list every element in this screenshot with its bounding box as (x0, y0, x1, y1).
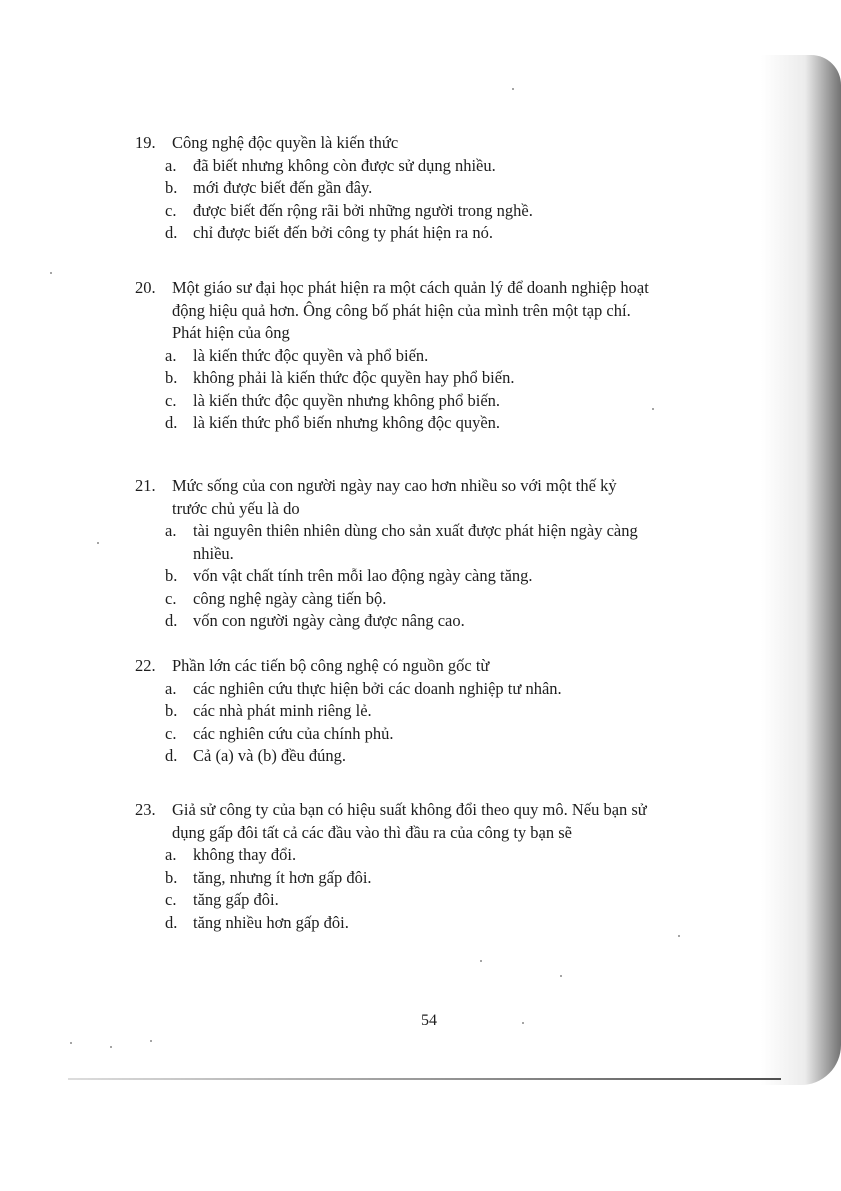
page-bottom-edge (68, 1078, 781, 1080)
question-stem-line: Giả sử công ty của bạn có hiệu suất không đổi theo quy mô. Nếu bạn sử (172, 800, 647, 819)
question-stem (172, 277, 775, 345)
answer-option (165, 610, 775, 633)
option-letter: c. (165, 723, 177, 743)
question-22 (135, 655, 775, 768)
question-stem-line: Phần lớn các tiến bộ công nghệ có nguồn gốc từ (172, 656, 490, 675)
answer-option (165, 412, 775, 435)
question-number: 20. (135, 278, 156, 297)
option-text: tăng, nhưng ít hơn gấp đôi. (193, 867, 372, 887)
scan-speck (678, 935, 680, 937)
answer-option (165, 200, 775, 223)
question-stem-line: Mức sống của con người ngày nay cao hơn nhiều so với một thế kỷ (172, 476, 617, 495)
answer-option (165, 889, 775, 912)
option-letter: b. (165, 867, 178, 887)
question-stem (172, 655, 775, 678)
option-letter: c. (165, 588, 177, 608)
answer-option (165, 588, 775, 611)
option-text: nhiều. (193, 543, 234, 563)
question-20 (135, 277, 775, 435)
scan-speck (480, 960, 482, 962)
answer-option (165, 177, 775, 200)
question-number: 22. (135, 656, 156, 675)
option-letter: d. (165, 413, 178, 432)
answer-option (165, 723, 775, 746)
option-text: Cả (a) và (b) đều đúng. (193, 746, 347, 765)
answer-options (165, 345, 775, 435)
option-text: chỉ được biết đến bởi công ty phát hiện ra nó. (193, 223, 493, 242)
option-text: là kiến thức độc quyền và phổ biến. (193, 345, 429, 365)
option-letter: c. (165, 390, 177, 410)
question-stem (172, 132, 775, 155)
page-number: 54 (421, 1012, 437, 1029)
option-text: tài nguyên thiên nhiên dùng cho sản xuất được phát hiện ngày càng (193, 521, 638, 540)
option-text: đã biết nhưng không còn được sử dụng nhiều. (193, 155, 496, 175)
option-text: không phải là kiến thức độc quyền hay phổ biến. (193, 368, 515, 387)
scan-speck (97, 542, 99, 544)
option-letter: b. (165, 178, 178, 197)
option-letter: c. (165, 200, 177, 220)
option-letter: d. (165, 912, 178, 932)
scan-speck (560, 975, 562, 977)
question-19 (135, 132, 775, 245)
question-stem-line: Công nghệ độc quyền là kiến thức (172, 133, 399, 152)
option-text: mới được biết đến gần đây. (193, 178, 373, 197)
answer-options (165, 844, 775, 934)
question-stem-line: trước chủ yếu là do (172, 498, 300, 518)
scan-speck (50, 272, 52, 274)
option-letter: d. (165, 746, 178, 765)
answer-option (165, 390, 775, 413)
scan-speck (110, 1046, 112, 1048)
option-letter: a. (165, 155, 177, 175)
scan-speck (150, 1040, 152, 1042)
question-23 (135, 799, 775, 934)
answer-option (165, 565, 775, 588)
option-text: các nhà phát minh riêng lẻ. (193, 701, 372, 720)
answer-option (165, 520, 775, 565)
question-stem-line: Phát hiện của ông (172, 323, 290, 342)
scan-speck (652, 408, 654, 410)
option-letter: b. (165, 368, 178, 387)
answer-options (165, 520, 775, 633)
option-letter: c. (165, 890, 177, 909)
answer-option (165, 155, 775, 178)
option-letter: b. (165, 566, 178, 585)
option-text: các nghiên cứu thực hiện bởi các doanh nghiệp tư nhân. (193, 678, 562, 698)
answer-option (165, 222, 775, 245)
option-text: công nghệ ngày càng tiến bộ. (193, 588, 387, 608)
scan-speck (522, 1022, 524, 1024)
answer-options (165, 155, 775, 245)
question-number: 19. (135, 133, 156, 152)
answer-option (165, 867, 775, 890)
answer-option (165, 678, 775, 701)
answer-option (165, 912, 775, 935)
option-letter: a. (165, 521, 177, 540)
option-text: được biết đến rộng rãi bởi những người trong nghề. (193, 200, 533, 220)
option-letter: a. (165, 845, 177, 864)
question-21 (135, 475, 775, 633)
option-text: vốn con người ngày càng được nâng cao. (193, 611, 465, 630)
scan-speck (512, 88, 514, 90)
option-text: là kiến thức phổ biến nhưng không độc quyền. (193, 413, 501, 432)
option-letter: a. (165, 345, 177, 365)
answer-options (165, 678, 775, 768)
option-text: vốn vật chất tính trên mỗi lao động ngày càng tăng. (193, 566, 533, 585)
answer-option (165, 844, 775, 867)
option-text: các nghiên cứu của chính phủ. (193, 723, 394, 743)
answer-option (165, 745, 775, 768)
question-number: 23. (135, 800, 156, 819)
option-letter: a. (165, 678, 177, 698)
answer-option (165, 367, 775, 390)
question-number: 21. (135, 476, 156, 495)
answer-option (165, 700, 775, 723)
question-stem (172, 475, 775, 520)
question-stem-line: dụng gấp đôi tất cả các đầu vào thì đầu ra của công ty bạn sẽ (172, 822, 572, 842)
option-text: là kiến thức độc quyền nhưng không phổ biến. (193, 390, 501, 410)
scan-speck (70, 1042, 72, 1044)
answer-option (165, 345, 775, 368)
option-letter: d. (165, 223, 178, 242)
question-stem-line: Một giáo sư đại học phát hiện ra một cách quản lý để doanh nghiệp hoạt (172, 278, 649, 297)
option-text: không thay đổi. (193, 845, 297, 864)
option-text: tăng gấp đôi. (193, 890, 279, 909)
question-stem-line: động hiệu quả hơn. Ông công bố phát hiện của mình trên một tạp chí. (172, 300, 631, 320)
option-text: tăng nhiều hơn gấp đôi. (193, 912, 349, 932)
question-stem (172, 799, 775, 844)
option-letter: b. (165, 701, 178, 720)
option-letter: d. (165, 611, 178, 630)
